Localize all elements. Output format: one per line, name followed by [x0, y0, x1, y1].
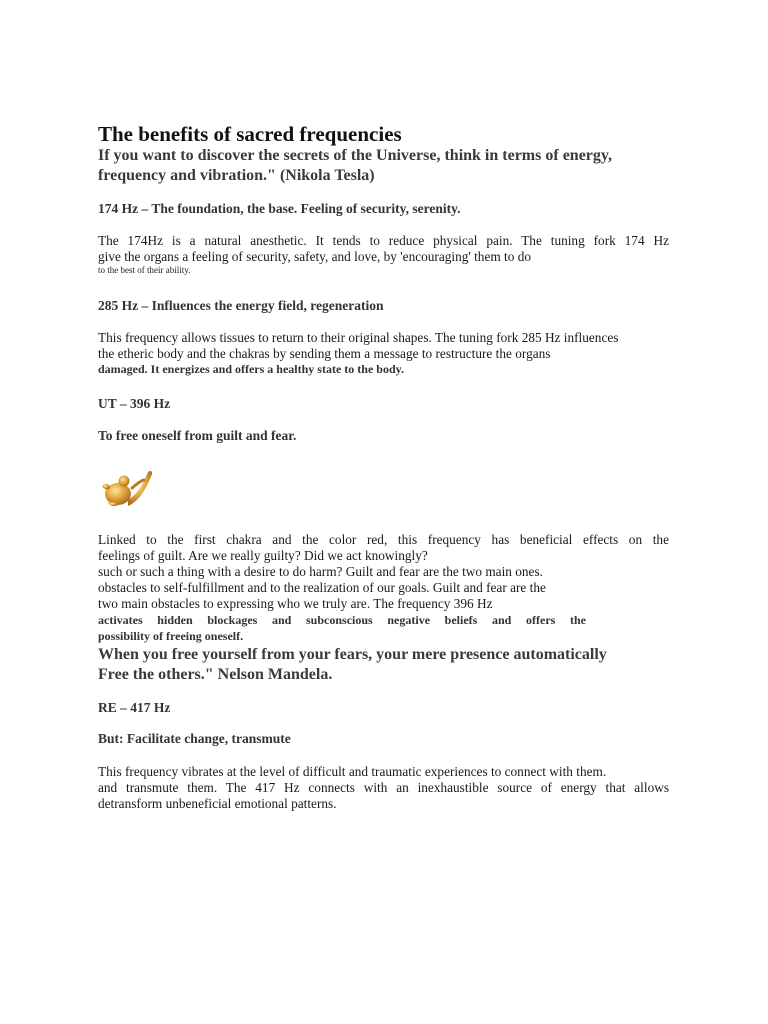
subheading-396hz: To free oneself from guilt and fear.	[98, 428, 297, 443]
tesla-quote-line-1: If you want to discover the secrets of the Universe, think in terms of energy,	[98, 147, 613, 164]
mandela-quote-line-1: When you free yourself from your fears, your mere presence automatically	[98, 646, 607, 663]
paragraph-396-line-5: two main obstacles to expressing who we truly are. The frequency 396 Hz	[98, 596, 493, 611]
heading-417hz: RE – 417 Hz	[98, 700, 171, 715]
paragraph-417-line-2: and transmute them. The 417 Hz connects with an inexhaustible source of energy that allows	[98, 780, 669, 795]
heading-396hz: UT – 396 Hz	[98, 396, 171, 411]
mandela-quote-line-2: Free the others." Nelson Mandela.	[98, 666, 333, 683]
paragraph-396-line-6: activates hidden blockages and subconscious negative beliefs and offers the	[98, 613, 586, 627]
paragraph-396-line-3: such or such a thing with a desire to do harm? Guilt and fear are the two main ones.	[98, 564, 543, 579]
tesla-quote-line-2: frequency and vibration." (Nikola Tesla)	[98, 167, 375, 184]
heading-285hz: 285 Hz – Influences the energy field, regeneration	[98, 298, 384, 313]
paragraph-174-line-2: give the organs a feeling of security, safety, and love, by 'encouraging' them to do	[98, 249, 531, 264]
paragraph-396-line-2: feelings of guilt. Are we really guilty? Did we act knowingly?	[98, 548, 428, 563]
paragraph-396-line-7: possibility of freeing oneself.	[98, 629, 244, 643]
subheading-417hz: But: Facilitate change, transmute	[98, 731, 291, 746]
paragraph-174-line-1: The 174Hz is a natural anesthetic. It tends to reduce physical pain. The tuning fork 174 Hz	[98, 233, 669, 248]
heading-174hz: 174 Hz – The foundation, the base. Feeling of security, serenity.	[98, 201, 461, 216]
paragraph-417-line-1: This frequency vibrates at the level of difficult and traumatic experiences to connect with them.	[98, 764, 607, 779]
paragraph-285-line-1: This frequency allows tissues to return to their original shapes. The tuning fork 285 Hz influences	[98, 330, 619, 345]
paragraph-285-line-2: the etheric body and the chakras by sending them a message to restructure the organs	[98, 346, 551, 361]
golden-figure-icon	[98, 468, 156, 510]
paragraph-174-line-3: to the best of their ability.	[98, 265, 191, 275]
paragraph-396-line-4: obstacles to self-fulfillment and to the realization of our goals. Guilt and fear are the	[98, 580, 546, 595]
page-title: The benefits of sacred frequencies	[98, 122, 402, 146]
paragraph-285-line-3: damaged. It energizes and offers a healthy state to the body.	[98, 362, 404, 376]
paragraph-417-line-3: detransform unbeneficial emotional patterns.	[98, 796, 337, 811]
paragraph-396-line-1: Linked to the first chakra and the color red, this frequency has beneficial effects on the	[98, 532, 669, 547]
